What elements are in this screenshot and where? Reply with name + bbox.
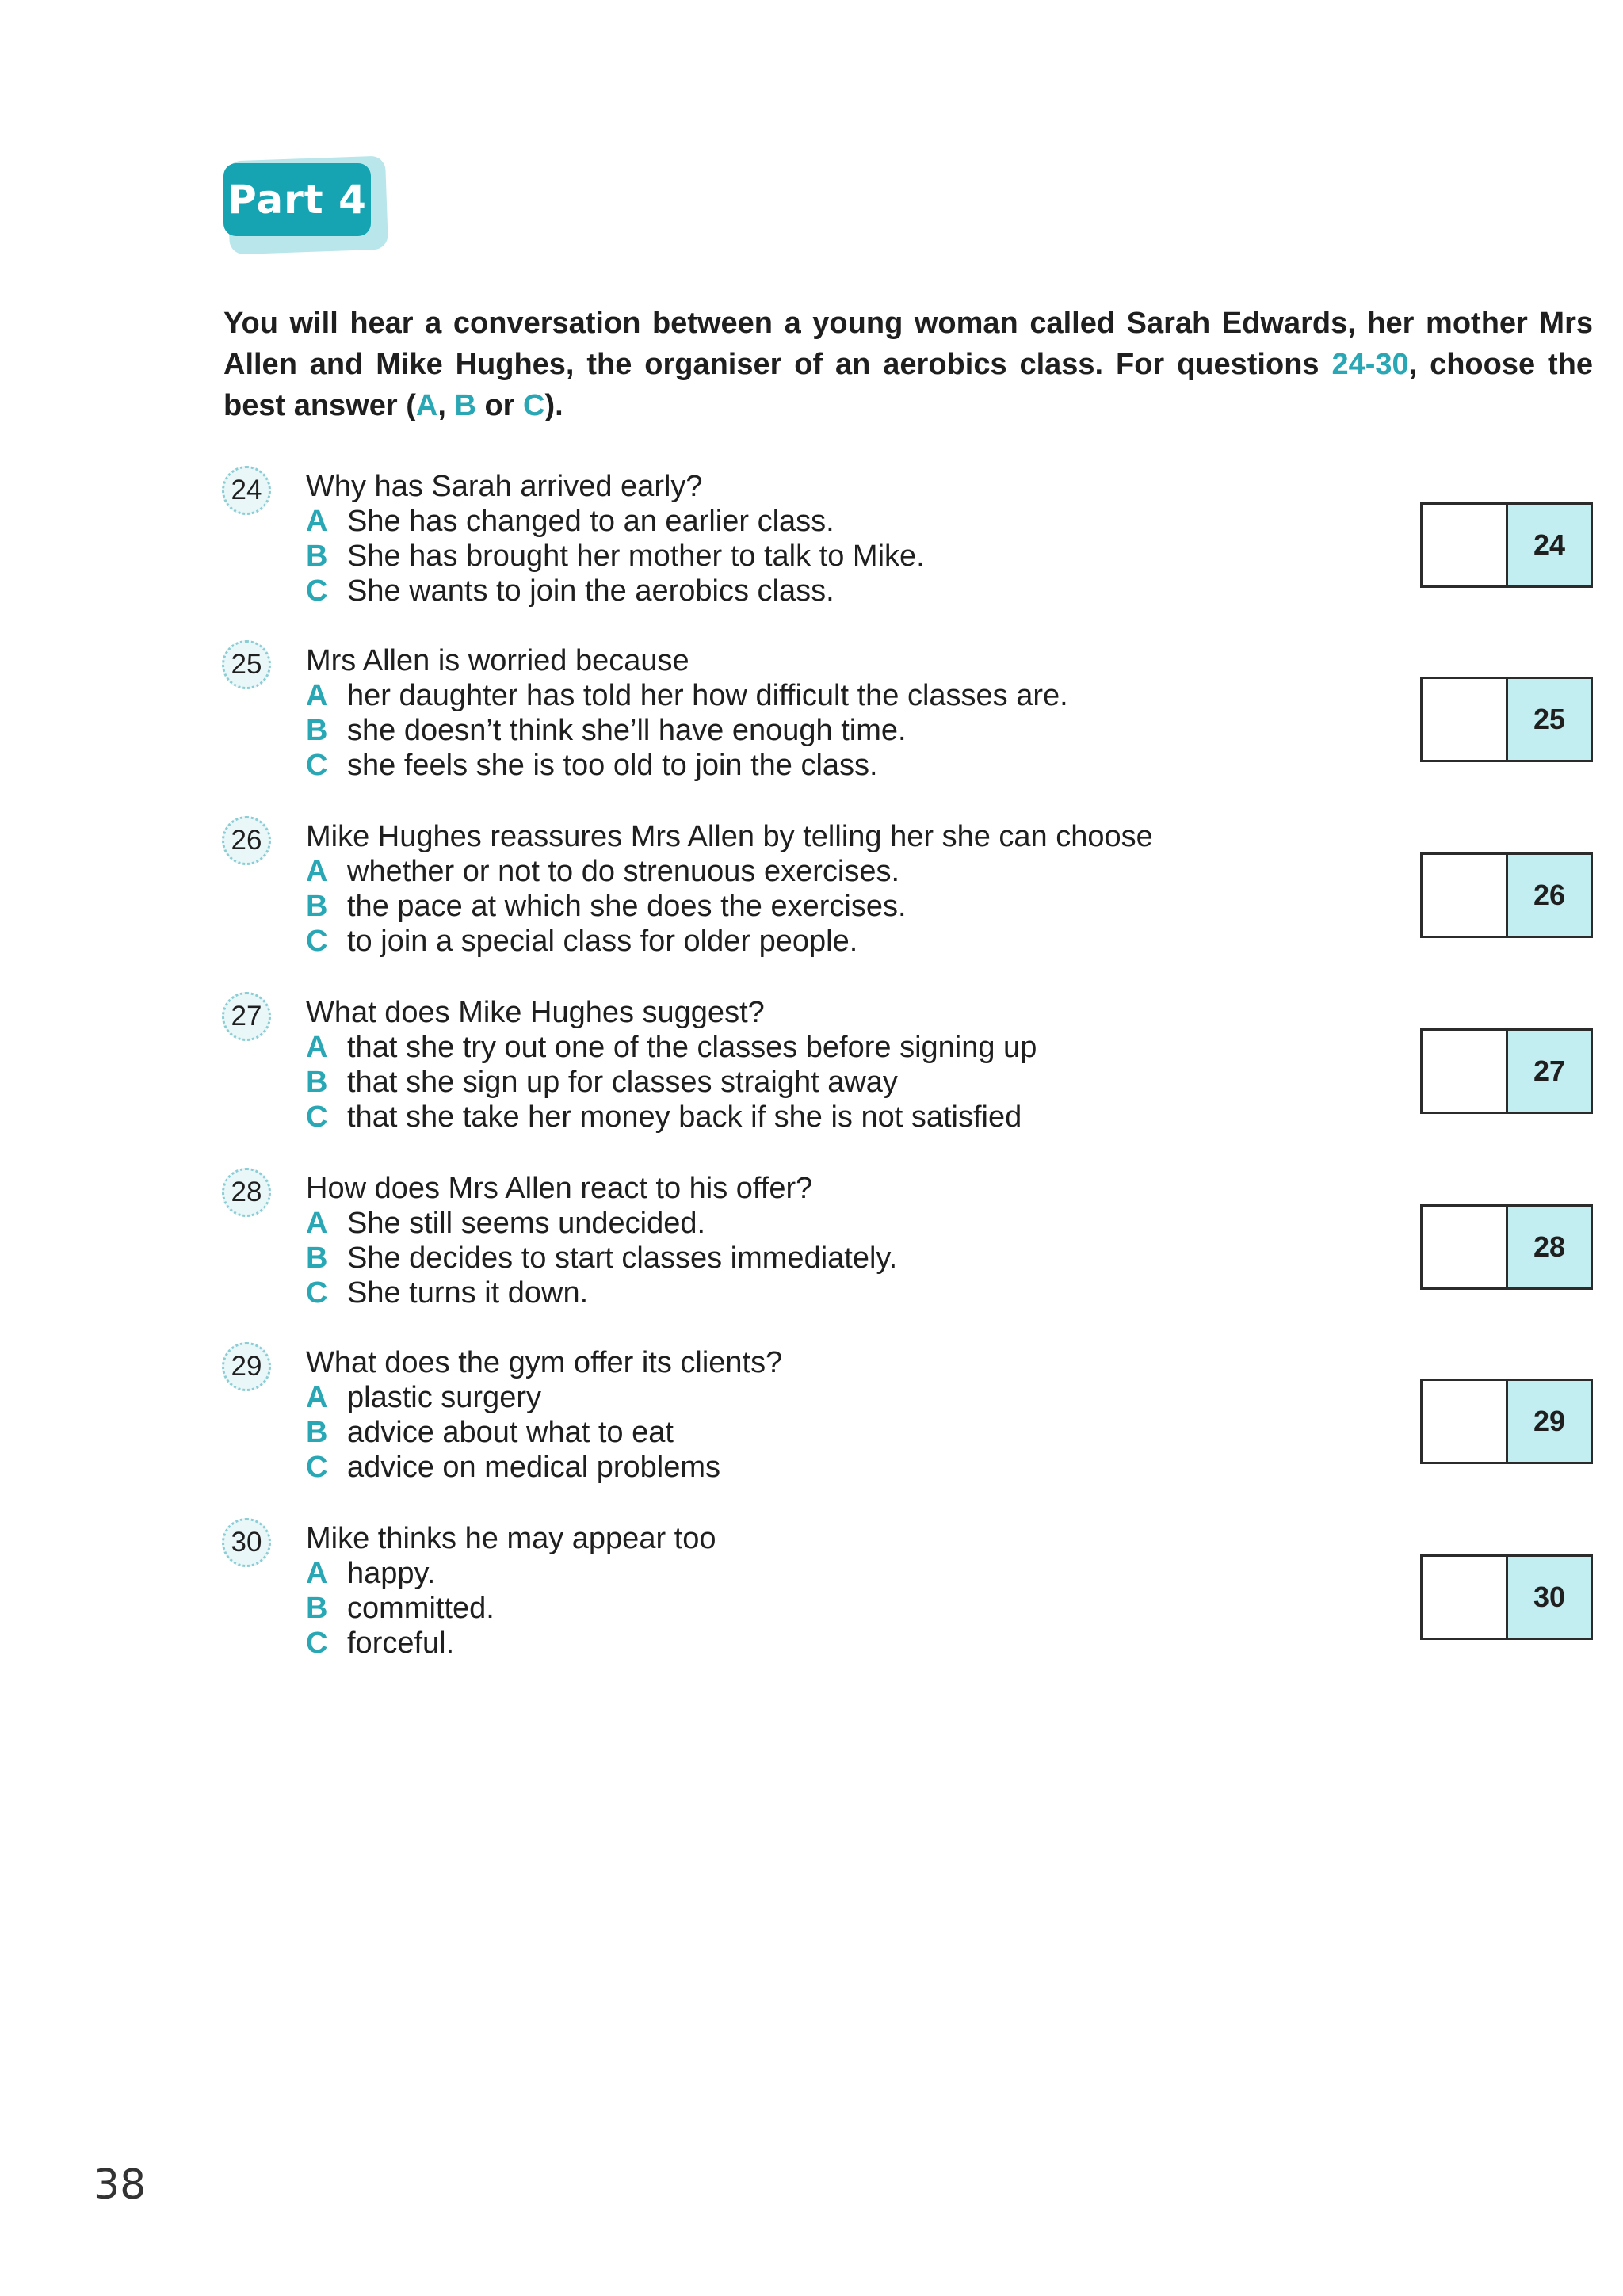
answer-input-cell[interactable] — [1423, 1381, 1508, 1462]
option-text: forceful. — [347, 1627, 455, 1660]
option-b[interactable] — [306, 1065, 898, 1100]
option-letter: C — [306, 925, 328, 958]
answer-box-number: 26 — [1508, 855, 1591, 936]
option-text: She wants to join the aerobics class. — [347, 574, 834, 608]
option-letter: B — [306, 1592, 328, 1625]
question-stem: Mrs Allen is worried because — [306, 644, 689, 677]
answer-box-number: 24 — [1508, 505, 1591, 585]
option-letter: A — [306, 505, 328, 538]
answer-input-cell[interactable] — [1423, 1031, 1508, 1112]
part-title: Part 4 — [223, 163, 371, 236]
option-text: the pace at which she does the exercises. — [347, 890, 907, 923]
option-text: plastic surgery — [347, 1381, 541, 1414]
option-c[interactable] — [306, 574, 834, 608]
answer-box — [1420, 852, 1593, 938]
option-text: advice about what to eat — [347, 1416, 674, 1449]
option-letter: A — [306, 1381, 328, 1414]
question-stem: Mike Hughes reassures Mrs Allen by telling her she can choose — [306, 820, 1153, 853]
option-c[interactable] — [306, 1100, 1022, 1135]
option-text: She has brought her mother to talk to Mike. — [347, 540, 925, 573]
question-stem: How does Mrs Allen react to his offer? — [306, 1172, 813, 1205]
answer-box-number: 25 — [1508, 679, 1591, 760]
answer-input-cell[interactable] — [1423, 855, 1508, 936]
option-text: that she try out one of the classes before signing up — [347, 1031, 1037, 1064]
option-text: She turns it down. — [347, 1276, 589, 1310]
instructions-range: 24-30 — [1331, 348, 1409, 381]
option-a[interactable] — [306, 678, 1068, 713]
option-text: that she take her money back if she is not satisfied — [347, 1100, 1022, 1134]
option-a[interactable] — [306, 1206, 705, 1241]
answer-input-cell[interactable] — [1423, 505, 1508, 585]
option-a[interactable] — [306, 504, 834, 539]
option-text: that she sign up for classes straight away — [347, 1066, 898, 1099]
answer-input-cell[interactable] — [1423, 1207, 1508, 1287]
question-stem: What does the gym offer its clients? — [306, 1346, 783, 1379]
option-text: advice on medical problems — [347, 1451, 721, 1484]
question-number: 28 — [222, 1168, 271, 1217]
option-letter: C — [306, 1100, 328, 1134]
question-number: 27 — [222, 992, 271, 1041]
option-b[interactable] — [306, 1415, 674, 1450]
question-27 — [0, 992, 1623, 1150]
option-letter: B — [306, 714, 328, 747]
option-letter: A — [306, 1031, 328, 1064]
question-25 — [0, 640, 1623, 799]
answer-box — [1420, 1554, 1593, 1640]
option-b[interactable] — [306, 1591, 495, 1626]
option-c[interactable] — [306, 1450, 720, 1485]
instructions-option-b: B — [454, 389, 476, 422]
option-letter: A — [306, 1207, 328, 1240]
question-30 — [0, 1518, 1623, 1676]
option-letter: B — [306, 890, 328, 923]
option-a[interactable] — [306, 1556, 435, 1591]
question-29 — [0, 1342, 1623, 1501]
question-stem: Why has Sarah arrived early? — [306, 470, 703, 503]
instructions-sep-2: or — [475, 389, 524, 422]
option-letter: C — [306, 1276, 328, 1310]
question-number: 30 — [222, 1518, 271, 1567]
answer-box-number: 30 — [1508, 1557, 1591, 1638]
option-letter: C — [306, 749, 328, 782]
question-stem: Mike thinks he may appear too — [306, 1522, 716, 1555]
option-letter: B — [306, 1241, 328, 1275]
option-b[interactable] — [306, 713, 907, 748]
option-text: She has changed to an earlier class. — [347, 505, 834, 538]
part-badge — [222, 152, 390, 257]
option-text: She still seems undecided. — [347, 1207, 706, 1240]
option-letter: B — [306, 540, 328, 573]
option-letter: C — [306, 574, 328, 608]
answer-box — [1420, 502, 1593, 588]
option-text: she doesn’t think she’ll have enough time. — [347, 714, 907, 747]
question-stem: What does Mike Hughes suggest? — [306, 996, 765, 1029]
answer-box — [1420, 677, 1593, 762]
option-c[interactable] — [306, 1276, 588, 1310]
answer-box-number: 27 — [1508, 1031, 1591, 1112]
answer-box — [1420, 1028, 1593, 1114]
page-number: 38 — [94, 2161, 147, 2209]
instructions-text-2: , choose the best answer ( — [223, 348, 1593, 422]
option-text: committed. — [347, 1592, 495, 1625]
option-text: her daughter has told her how difficult the classes are. — [347, 679, 1068, 712]
answer-box-number: 29 — [1508, 1381, 1591, 1462]
question-24 — [0, 466, 1623, 624]
option-letter: C — [306, 1627, 328, 1660]
question-28 — [0, 1168, 1623, 1326]
option-text: She decides to start classes immediately. — [347, 1241, 898, 1275]
option-letter: C — [306, 1451, 328, 1484]
instructions-text-3: ). — [544, 389, 563, 422]
answer-input-cell[interactable] — [1423, 679, 1508, 760]
option-a[interactable] — [306, 1030, 1037, 1065]
option-c[interactable] — [306, 924, 857, 959]
option-text: she feels she is too old to join the class. — [347, 749, 878, 782]
question-number: 29 — [222, 1342, 271, 1391]
option-b[interactable] — [306, 1241, 897, 1276]
instructions-option-c: C — [523, 389, 545, 422]
option-text: happy. — [347, 1557, 436, 1590]
option-c[interactable] — [306, 1626, 454, 1661]
question-number: 26 — [222, 816, 271, 865]
option-letter: A — [306, 1557, 328, 1590]
option-letter: B — [306, 1416, 328, 1449]
instructions — [223, 303, 1593, 426]
question-26 — [0, 816, 1623, 974]
answer-input-cell[interactable] — [1423, 1557, 1508, 1638]
instructions-sep-1: , — [437, 389, 455, 422]
answer-box — [1420, 1379, 1593, 1464]
option-b[interactable] — [306, 889, 907, 924]
option-a[interactable] — [306, 854, 899, 889]
question-number: 25 — [222, 640, 271, 689]
answer-box — [1420, 1204, 1593, 1290]
option-a[interactable] — [306, 1380, 541, 1415]
question-number: 24 — [222, 466, 271, 515]
option-text: to join a special class for older people. — [347, 925, 858, 958]
option-letter: B — [306, 1066, 328, 1099]
option-letter: A — [306, 855, 328, 888]
option-text: whether or not to do strenuous exercises. — [347, 855, 900, 888]
instructions-option-a: A — [415, 389, 438, 422]
option-b[interactable] — [306, 539, 925, 574]
instructions-text-1: You will hear a conversation between a young woman called Sarah Edwards, her mother Mrs Allen and Mike Hughes, the organiser of an aerobics class. For questions — [223, 307, 1593, 381]
answer-box-number: 28 — [1508, 1207, 1591, 1287]
option-c[interactable] — [306, 748, 878, 783]
option-letter: A — [306, 679, 328, 712]
